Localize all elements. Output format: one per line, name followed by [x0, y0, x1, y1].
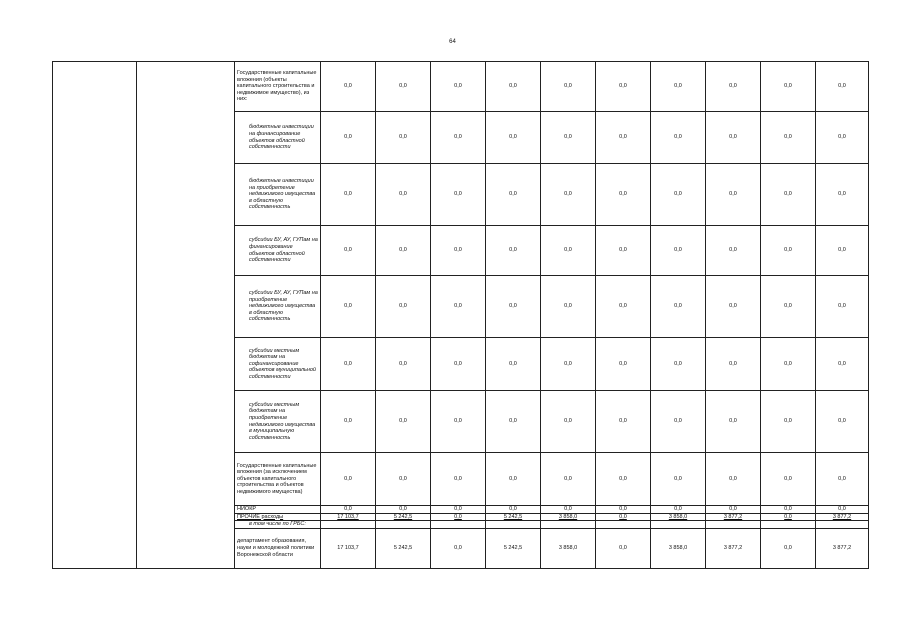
- value-cell: 0,0: [596, 164, 651, 226]
- row-label: субсидии БУ, АУ, ГУПам на финансирование объектов областной собственности: [235, 226, 321, 276]
- empty-cell: [431, 521, 486, 529]
- value-cell: 0,0: [376, 506, 431, 514]
- value-cell: 0,0: [706, 226, 761, 276]
- empty-cell: [376, 521, 431, 529]
- value-cell: 0,0: [706, 506, 761, 514]
- value-cell: 0,0: [651, 391, 706, 453]
- grbs-value-cell: 5 242,5: [486, 528, 541, 568]
- value-cell: 17 103,7: [321, 513, 376, 521]
- value-cell: 0,0: [706, 276, 761, 338]
- row-label: субсидии местным бюджетам на софинансирование объектов муниципальной собственности: [235, 338, 321, 391]
- table-body: [53, 62, 869, 569]
- value-cell: 0,0: [486, 391, 541, 453]
- value-cell: 0,0: [321, 226, 376, 276]
- value-cell: 3 858,0: [541, 513, 596, 521]
- blank-column-1: [53, 62, 137, 569]
- value-cell: 0,0: [431, 391, 486, 453]
- value-cell: 0,0: [321, 62, 376, 112]
- value-cell: 0,0: [816, 276, 869, 338]
- value-cell: 0,0: [706, 391, 761, 453]
- grbs-value-cell: 0,0: [761, 528, 816, 568]
- grbs-value-cell: 17 103,7: [321, 528, 376, 568]
- value-cell: 0,0: [541, 226, 596, 276]
- grbs-value-cell: 5 242,5: [376, 528, 431, 568]
- table-row: [53, 62, 869, 112]
- row-label: бюджетные инвестиции на финансирование объектов областной собственности: [235, 112, 321, 164]
- value-cell: 0,0: [321, 112, 376, 164]
- value-cell: 0,0: [431, 62, 486, 112]
- value-cell: 0,0: [541, 164, 596, 226]
- value-cell: 0,0: [706, 338, 761, 391]
- value-cell: 0,0: [816, 226, 869, 276]
- row-label: Государственные капитальные вложения (объекты капитального строительства и недвижимое имущество), из них:: [235, 62, 321, 112]
- row-label: бюджетные инвестиции на приобретение недвижимого имущества в областную собственность: [235, 164, 321, 226]
- value-cell: 0,0: [761, 513, 816, 521]
- value-cell: 0,0: [816, 338, 869, 391]
- value-cell: 5 242,5: [376, 513, 431, 521]
- value-cell: 0,0: [816, 112, 869, 164]
- value-cell: 0,0: [431, 112, 486, 164]
- value-cell: 3 858,0: [651, 513, 706, 521]
- value-cell: 0,0: [321, 338, 376, 391]
- value-cell: 0,0: [376, 112, 431, 164]
- value-cell: 0,0: [486, 338, 541, 391]
- value-cell: 0,0: [486, 226, 541, 276]
- grbs-label: департамент образования, науки и молодежной политики Воронежской области: [235, 528, 321, 568]
- grbs-value-cell: 3 858,0: [651, 528, 706, 568]
- value-cell: 0,0: [486, 506, 541, 514]
- value-cell: 0,0: [761, 112, 816, 164]
- value-cell: 0,0: [761, 276, 816, 338]
- value-cell: 0,0: [541, 276, 596, 338]
- value-cell: 0,0: [486, 62, 541, 112]
- value-cell: 0,0: [816, 391, 869, 453]
- empty-cell: [321, 521, 376, 529]
- value-cell: 0,0: [431, 513, 486, 521]
- empty-cell: [706, 521, 761, 529]
- value-cell: 0,0: [651, 62, 706, 112]
- value-cell: 0,0: [761, 226, 816, 276]
- value-cell: 0,0: [486, 164, 541, 226]
- value-cell: 0,0: [761, 391, 816, 453]
- value-cell: 0,0: [596, 62, 651, 112]
- empty-cell: [596, 521, 651, 529]
- value-cell: 0,0: [321, 506, 376, 514]
- empty-cell: [816, 521, 869, 529]
- value-cell: 0,0: [596, 276, 651, 338]
- value-cell: 0,0: [541, 112, 596, 164]
- value-cell: 0,0: [376, 62, 431, 112]
- value-cell: 5 242,5: [486, 513, 541, 521]
- empty-cell: [651, 521, 706, 529]
- value-cell: 0,0: [651, 226, 706, 276]
- value-cell: 0,0: [431, 453, 486, 506]
- empty-cell: [541, 521, 596, 529]
- value-cell: 0,0: [541, 338, 596, 391]
- value-cell: 0,0: [651, 453, 706, 506]
- value-cell: 0,0: [761, 164, 816, 226]
- value-cell: 0,0: [761, 338, 816, 391]
- value-cell: 0,0: [596, 453, 651, 506]
- value-cell: 0,0: [651, 112, 706, 164]
- value-cell: 0,0: [376, 338, 431, 391]
- grbs-value-cell: 0,0: [596, 528, 651, 568]
- value-cell: 0,0: [706, 112, 761, 164]
- value-cell: 3 877,2: [816, 513, 869, 521]
- grbs-value-cell: 3 858,0: [541, 528, 596, 568]
- empty-cell: [486, 521, 541, 529]
- value-cell: 0,0: [376, 453, 431, 506]
- value-cell: 0,0: [761, 506, 816, 514]
- value-cell: 0,0: [651, 506, 706, 514]
- grbs-value-cell: 3 877,2: [706, 528, 761, 568]
- value-cell: 0,0: [706, 453, 761, 506]
- grbs-value-cell: 3 877,2: [816, 528, 869, 568]
- value-cell: 0,0: [651, 276, 706, 338]
- value-cell: 0,0: [431, 338, 486, 391]
- row-label: Государственные капитальные вложения (за исключением объектов капитального строительства и объектов недвижимого имущества): [235, 453, 321, 506]
- value-cell: 0,0: [431, 164, 486, 226]
- value-cell: 0,0: [486, 112, 541, 164]
- value-cell: 3 877,2: [706, 513, 761, 521]
- value-cell: 0,0: [816, 506, 869, 514]
- value-cell: 0,0: [596, 338, 651, 391]
- value-cell: 0,0: [376, 391, 431, 453]
- value-cell: 0,0: [321, 453, 376, 506]
- budget-table: [52, 61, 869, 569]
- empty-cell: [761, 521, 816, 529]
- value-cell: 0,0: [651, 164, 706, 226]
- row-label: субсидии местным бюджетам на приобретение недвижимого имущества в муниципальную собственность: [235, 391, 321, 453]
- value-cell: 0,0: [596, 506, 651, 514]
- value-cell: 0,0: [321, 391, 376, 453]
- value-cell: 0,0: [596, 112, 651, 164]
- value-cell: 0,0: [541, 453, 596, 506]
- value-cell: 0,0: [596, 391, 651, 453]
- value-cell: 0,0: [376, 164, 431, 226]
- value-cell: 0,0: [486, 453, 541, 506]
- value-cell: 0,0: [431, 226, 486, 276]
- row-label: ПРОЧИЕ расходы: [235, 513, 321, 521]
- value-cell: 0,0: [651, 338, 706, 391]
- value-cell: 0,0: [706, 164, 761, 226]
- value-cell: 0,0: [761, 453, 816, 506]
- grbs-value-cell: 0,0: [431, 528, 486, 568]
- value-cell: 0,0: [596, 513, 651, 521]
- row-label: НИОКР: [235, 506, 321, 514]
- value-cell: 0,0: [321, 276, 376, 338]
- blank-column-2: [137, 62, 235, 569]
- value-cell: 0,0: [376, 226, 431, 276]
- value-cell: 0,0: [376, 276, 431, 338]
- value-cell: 0,0: [706, 62, 761, 112]
- subheader-label: в том числе по ГРБС:: [235, 521, 321, 529]
- value-cell: 0,0: [431, 506, 486, 514]
- value-cell: 0,0: [816, 164, 869, 226]
- value-cell: 0,0: [816, 62, 869, 112]
- page-number: 64: [449, 39, 456, 45]
- value-cell: 0,0: [816, 453, 869, 506]
- value-cell: 0,0: [541, 391, 596, 453]
- row-label: субсидии БУ, АУ, ГУПам на приобретение недвижимого имущества в областную собственность: [235, 276, 321, 338]
- value-cell: 0,0: [431, 276, 486, 338]
- value-cell: 0,0: [541, 62, 596, 112]
- value-cell: 0,0: [321, 164, 376, 226]
- value-cell: 0,0: [761, 62, 816, 112]
- value-cell: 0,0: [486, 276, 541, 338]
- value-cell: 0,0: [541, 506, 596, 514]
- value-cell: 0,0: [596, 226, 651, 276]
